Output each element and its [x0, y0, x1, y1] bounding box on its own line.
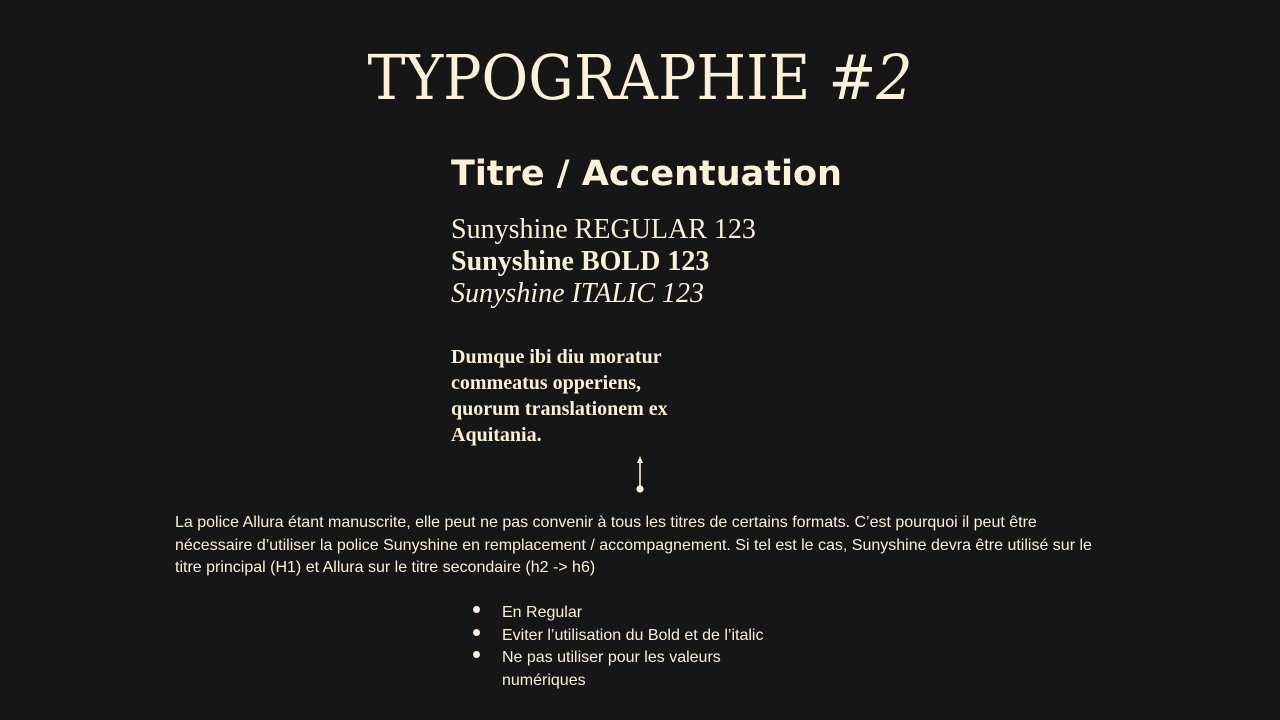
list-item-text: Eviter l’utilisation du Bold et de l’italic [502, 626, 764, 644]
sample-italic: Sunyshine ITALIC 123 [451, 278, 705, 309]
sample-regular: Sunyshine REGULAR 123 [451, 214, 756, 245]
list-item [470, 602, 790, 625]
page-title-number: #2 [828, 41, 913, 114]
body-sample-line: Aquitania. [451, 424, 542, 446]
page-title [51, 38, 1229, 118]
list-item-text: En Regular [502, 604, 583, 621]
page-title-text: TYPOGRAPHIE [367, 41, 811, 114]
bullet-icon [473, 629, 480, 636]
list-item [470, 625, 790, 648]
font-samples [451, 214, 756, 310]
up-arrow-icon [634, 456, 646, 494]
usage-list [470, 602, 790, 692]
section-title: Titre / Accentuation [451, 154, 842, 194]
description-paragraph: La police Allura étant manuscrite, elle peut ne pas convenir à tous les titres de certains formats. C’est pourquoi il peut être nécessaire d’utiliser la police Sunyshine en remplacement / accompagnement. Si tel est le cas, Sunyshine devra être utilisé sur le titre principal (H1) et Allura sur le titre secondaire (h2 -> h6) [175, 514, 1092, 576]
bullet-icon [473, 651, 480, 658]
bullet-icon [473, 606, 480, 613]
body-text-sample [451, 344, 711, 448]
list-item [470, 647, 790, 692]
sample-bold: Sunyshine BOLD 123 [451, 246, 710, 277]
body-sample-line: Dumque ibi diu moratur [451, 346, 662, 368]
body-sample-line: commeatus opperiens, [451, 372, 641, 394]
body-sample-line: quorum translationem ex [451, 398, 668, 420]
list-item-text: Ne pas utiliser pour les valeurs numériques [502, 649, 721, 689]
